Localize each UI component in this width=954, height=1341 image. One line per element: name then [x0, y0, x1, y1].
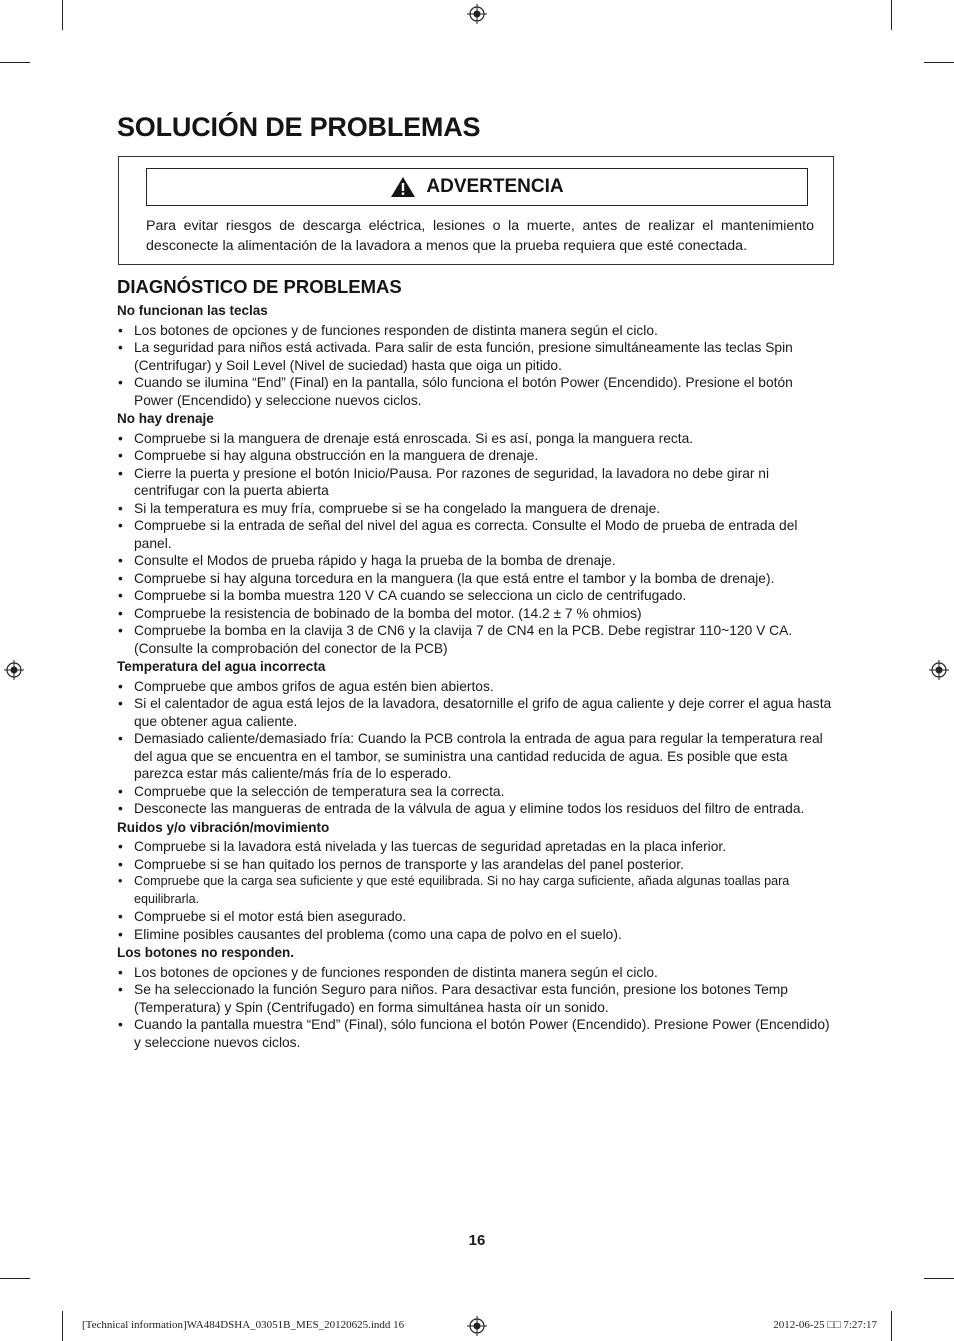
- crop-mark: [891, 0, 892, 30]
- problem-group: [117, 944, 835, 1051]
- list-item: • Si la temperatura es muy fría, compruebe si se ha congelado la manguera de drenaje.: [117, 500, 835, 518]
- list-item: • Compruebe si se han quitado los pernos de transporte y las arandelas del panel posterior.: [117, 856, 835, 874]
- group-title: No funcionan las teclas: [117, 303, 268, 318]
- list-item: • Demasiado caliente/demasiado fría: Cuando la PCB controla la entrada de agua para regular la temperatura real del agua que se encuentra en el tambor, se suministra una cantidad reducida de agua. Es posible que esta parezca estar más caliente/más fría de lo esperado.: [117, 730, 835, 783]
- list-item: • Compruebe si hay alguna torcedura en la manguera (la que está entre el tambor y la bomba de drenaje).: [117, 570, 835, 588]
- page-number: 16: [468, 1232, 486, 1249]
- list-item: • Cierre la puerta y presione el botón Inicio/Pausa. Por razones de seguridad, la lavadora no debe girar ni centrifugar con la puerta abierta: [117, 465, 835, 500]
- diagnosis-content: [117, 302, 835, 1052]
- list-item: • Compruebe que la selección de temperatura sea la correcta.: [117, 783, 835, 801]
- list-item: • Compruebe si la manguera de drenaje está enroscada. Si es así, ponga la manguera recta.: [117, 430, 835, 448]
- warning-header: [146, 168, 808, 206]
- footer-file-info: [Technical information]WA484DSHA_03051B_MES_20120625.indd 16: [82, 1319, 405, 1331]
- list-item: • Los botones de opciones y de funciones responden de distinta manera según el ciclo.: [117, 322, 835, 340]
- group-title: No hay drenaje: [117, 411, 214, 426]
- problem-group: [117, 302, 835, 409]
- list-item: • Compruebe si hay alguna obstrucción en la manguera de drenaje.: [117, 447, 835, 465]
- list-item: • Compruebe si la bomba muestra 120 V CA cuando se selecciona un ciclo de centrifugado.: [117, 587, 835, 605]
- list-item: • Compruebe si la entrada de señal del nivel del agua es correcta. Consulte el Modo de prueba de entrada del panel.: [117, 517, 835, 552]
- list-item: • Consulte el Modos de prueba rápido y haga la prueba de la bomba de drenaje.: [117, 552, 835, 570]
- group-title: Los botones no responden.: [117, 945, 295, 960]
- crop-mark: [891, 1311, 892, 1341]
- footer-timestamp: 2012-06-25 □□ 7:27:17: [773, 1319, 877, 1331]
- group-title: Temperatura del agua incorrecta: [117, 659, 326, 674]
- list-item: • Se ha seleccionado la función Seguro para niños. Para desactivar esta función, presione los botones Temp (Temperatura) y Spin (Centrifugado) en forma simultánea hasta oír un sonido.: [117, 981, 835, 1016]
- list-item: • Desconecte las mangueras de entrada de la válvula de agua y elimine todos los residuos del filtro de entrada.: [117, 800, 835, 818]
- registration-mark-icon: [4, 660, 24, 680]
- list-item: • Compruebe si la lavadora está nivelada y las tuercas de seguridad apretadas en la placa inferior.: [117, 838, 835, 856]
- warning-label: ADVERTENCIA: [426, 176, 564, 197]
- item-list: [117, 322, 835, 410]
- crop-mark: [924, 62, 954, 63]
- page-title: SOLUCIÓN DE PROBLEMAS: [117, 112, 481, 142]
- list-item: • Cuando se ilumina “End” (Final) en la pantalla, sólo funciona el botón Power (Encendido). Presione el botón Power (Encendido) y seleccione nuevos ciclos.: [117, 374, 835, 409]
- warning-box: [118, 156, 834, 265]
- warning-triangle-icon: [390, 176, 416, 198]
- list-item: • Cuando la pantalla muestra “End” (Final), sólo funciona el botón Power (Encendido). Presione Power (Encendido) y seleccione nuevos ciclos.: [117, 1016, 835, 1051]
- list-item: • Elimine posibles causantes del problema (como una capa de polvo en el suelo).: [117, 926, 835, 944]
- list-item: • Compruebe que ambos grifos de agua estén bien abiertos.: [117, 678, 835, 696]
- crop-mark: [62, 0, 63, 30]
- group-title: Ruidos y/o vibración/movimiento: [117, 819, 330, 835]
- crop-mark: [0, 62, 30, 63]
- registration-mark-icon: [467, 1316, 487, 1336]
- item-list: [117, 838, 835, 943]
- list-item: • Los botones de opciones y de funciones responden de distinta manera según el ciclo.: [117, 964, 835, 982]
- item-list: [117, 678, 835, 818]
- crop-mark: [924, 1278, 954, 1279]
- list-item: • Compruebe la resistencia de bobinado de la bomba del motor. (14.2 ± 7 % ohmios): [117, 605, 835, 623]
- item-list: [117, 430, 835, 658]
- problem-group: [117, 658, 835, 818]
- list-item: • Compruebe si el motor está bien asegurado.: [117, 908, 835, 926]
- problem-group: [117, 819, 835, 944]
- crop-mark: [62, 1311, 63, 1341]
- registration-mark-icon: [929, 660, 949, 680]
- registration-mark-icon: [467, 4, 487, 24]
- crop-mark: [0, 1278, 30, 1279]
- item-list: [117, 964, 835, 1052]
- problem-group: [117, 410, 835, 657]
- list-item: • La seguridad para niños está activada. Para salir de esta función, presione simultáneamente las teclas Spin (Centrifugar) y Soil Level (Nivel de suciedad) hasta que oiga un pitido.: [117, 339, 835, 374]
- list-item: • Si el calentador de agua está lejos de la lavadora, desatornille el grifo de agua caliente y deje correr el agua hasta que obtener agua caliente.: [117, 695, 835, 730]
- list-item: • Compruebe la bomba en la clavija 3 de CN6 y la clavija 7 de CN4 en la PCB. Debe registrar 110~120 V CA. (Consulte la comprobación del conector de la PCB): [117, 622, 835, 657]
- section-title: DIAGNÓSTICO DE PROBLEMAS: [117, 276, 402, 297]
- warning-text: Para evitar riesgos de descarga eléctrica, lesiones o la muerte, antes de realizar el mantenimiento desconecte la alimentación de la lavadora a menos que la prueba requiera que esté conectada.: [146, 218, 814, 254]
- list-item: • Compruebe que la carga sea suficiente y que esté equilibrada. Si no hay carga suficiente, añada algunas toallas para equilibrarla.: [117, 873, 835, 908]
